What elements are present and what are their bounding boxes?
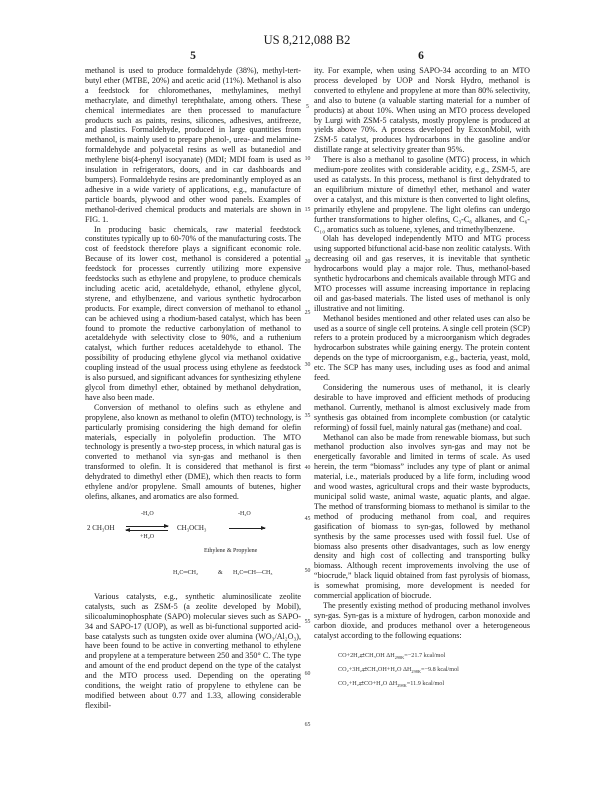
line-number: 35 [304,413,311,419]
line-number: 60 [304,670,311,677]
line-number: 45 [304,516,311,522]
line-number: 15 [304,207,311,213]
paragraph: Olah has developed independently MTO and MTG process using supported bifunctional acid-base non zeolitic catalysts. With decreasing oil and gas reserves, it is inevitable that synthetic hydrocarbons would play a major role. Thus, methanol-based synthetic hydrocarbons and chemicals available through MTG and MTO processes will assume increasing importance in replacing oil and gas-based materials. The listed uses of methanol is only illustrative and not limiting. [314,234,530,313]
equation-subscript: 298K [397,682,407,688]
line-number: 55 [304,619,311,625]
equation-1 [338,649,530,663]
paragraph: Various catalysts, e.g., synthetic aluminosilicate zeolite catalysts, such as ZSM-5 (a zeolite developed by Mobil), silicoaluminophosphate (SAPO) molecular sieves such as SAPO-34 and SAPO-17 (UOP), as well as bi-functional supported acid-base catalysts such as tungsten oxide over alumina (WO₃/Al₂O₃), have been found to be active in converting methanol to ethylene and propylene at a temperature between 250 and 350° C. The type and amount of the end product depend on the type of the catalyst and the MTO process used. Depending on the operating conditions, the weight ratio of propylene to ethylene can be modified between about 0.77 and 1.33, allowing considerable flexibil- [85,591,301,710]
left-column [85,66,301,711]
paragraph: ity. For example, when using SAPO-34 according to an MTO process developed by UOP and Norsk Hydro, methanol is converted to ethylene and propylene at more than 80% selectivity, and also to butene (a valuable starting material for a number of products) at about 10%. When using an MTO process developed by Lurgi with ZSM-5 catalysts, mostly propylene is produced at yields above 70%. A process developed by ExxonMobil, with ZSM-5 catalyst, produces hydrocarbons in the gasoline and/or distillate range at selectivity greater than 95%. [314,66,530,155]
paragraph: Conversion of methanol to olefins such as ethylene and propylene, also known as methanol to olefin (MTO) technology, is particularly promising considering the high demand for olefin materials, especially in polyolefin production. The MTO technology is presently a two-step process, in which natural gas is converted to methanol via syn-gas and methanol is then transformed to olefin. It is considered that methanol is first dehydrated to dimethyl ether (DME), which then reacts to form ethylene and/or propylene. Small amounts of butenes, higher olefins, alkanes, and aromatics are also formed. [85,402,301,501]
scheme-arrow1-top-label: -H₂O [141,510,154,517]
line-number: 65 [304,722,311,728]
line-number: 20 [304,258,311,265]
equation-body: CO₂+3H₂⇄CH₃OH+H₂O ΔH [338,665,412,673]
scheme-arrow2-top-label: -H₂O [238,510,251,517]
equation-value: =11.9 kcal/mol [406,679,445,687]
mto-reaction-scheme [85,506,301,586]
equation-subscript: 298K [394,654,405,660]
equation-subscript: 298K [411,668,421,674]
left-column-number: 5 [190,50,196,62]
scheme-reactant: 2 CH₃OH [87,523,115,532]
equation-value: =−21.7 kcal/mol [404,651,446,659]
equation-body: CO+2H₂⇄CH₃OH ΔH [338,651,395,659]
forward-arrow-icon [126,526,168,527]
ampersand: & [218,569,223,576]
ethylene-formula: H₂C═CH₂ [173,569,199,576]
equations [314,649,530,691]
line-number: 5 [306,104,309,110]
right-arrow-icon [229,528,265,529]
paragraph: There is also a methanol to gasoline (MTG) process, in which medium-pore zeolites with considerable acidity, e.g., ZSM-5, are used as catalysts. In this process, methanol is first dehydrated to an equilibrium mixture of dimethyl ether, methanol and water over a catalyst, and this mixture is then converted to light olefins, primarily ethylene and propylene. The light olefins can undergo further transformations to higher olefins, C₃-C₆ alkanes, and C₆-C₁₀ aromatics such as toluene, xylenes, and trimethylbenzene. [314,155,530,234]
patent-number-header: US 8,212,088 B2 [263,33,351,47]
scheme-arrow1-bottom-label: +H₂O [140,533,155,540]
reverse-arrow-icon [126,530,168,531]
equation-value: =−9.8 kcal/mol [420,665,459,673]
scheme-product-label: Ethylene & Propylene [204,547,258,554]
equation-body: CO₂+H₂⇄CO+H₂O ΔH [338,679,398,687]
line-number: 40 [304,464,311,471]
paragraph: The presently existing method of producing methanol involves syn-gas. Syn-gas is a mixture of hydrogen, carbon monoxide and carbon dioxide, and produces methanol over a heterogeneous catalyst according to the following equations: [314,600,530,640]
paragraph: In producing basic chemicals, raw material feedstock constitutes typically up to 60-70% of the manufacturing costs. The cost of feedstock therefore plays a significant economic role. Because of its lower cost, methanol is considered a potential feedstock for processes currently utilizing more expensive feedstocks such as ethylene and propylene, to produce chemicals including acetic acid, acetaldehyde, ethanol, ethylene glycol, styrene, and ethylbenzene, and various synthetic hydrocarbon products. For example, direct conversion of methanol to ethanol can be achieved using a rhodium-based catalyst, which has been found to promote the reductive carbonylation of methanol to acetaldehyde with selectivity close to 90%, and a ruthenium catalyst, which further reduces acetaldehyde to ethanol. The possibility of producing ethylene glycol via methanol oxidative coupling instead of the usual process using ethylene as feedstock is also pursued, and significant advances for synthesizing ethylene glycol from dimethyl ether, obtained by methanol dehydration, have also been made. [85,224,301,402]
right-column [314,66,530,691]
right-column-number: 6 [418,50,424,62]
paragraph: Methanol besides mentioned and other related uses can also be used as a source of single cell proteins. A single cell protein (SCP) refers to a protein produced by a microorganism which degrades hydrocarbon substrates while gaining energy. The protein content depends on the type of microorganism, e.g., bacteria, yeast, mold, etc. The SCP has many uses, including uses as food and animal feed. [314,313,530,383]
line-number: 50 [304,567,311,574]
line-number: 30 [304,361,311,368]
paragraph: Considering the numerous uses of methanol, it is clearly desirable to have improved and efficient methods of producing methanol. Currently, methanol is almost exclusively made from synthesis gas obtained from incomplete combustion (or catalytic reforming) of fossil fuel, mainly natural gas (methane) and coal. [314,383,530,432]
line-number: 10 [304,155,311,162]
equation-2 [338,663,530,677]
line-number: 25 [304,310,311,316]
scheme-intermediate: CH₃OCH₃ [177,523,207,532]
paragraph: Methanol can also be made from renewable biomass, but such methanol production also involves syn-gas and may not be energetically favorable and limited in terms of scale. As used herein, the term “biomass” includes any type of plant or animal material, i.e., materials produced by a life form, including wood and wood wastes, agricultural crops and their waste byproducts, municipal solid waste, animal waste, aquatic plants, and algae. The method of transforming biomass to methanol is similar to the method of producing methanol from coal, and requires gasification of biomass to syn-gas, followed by methanol synthesis by the same processes used with fossil fuel. Use of biomass also presents other disadvantages, such as low energy density and high cost of collecting and transporting bulky biomass. Although recent improvements involving the use of “biocrude,” black liquid obtained from fast pyrolysis of biomass, is somewhat promising, more development is needed for commercial application of biocrude. [314,432,530,601]
paragraph: methanol is used to produce formaldehyde (38%), methyl-tert-butyl ether (MTBE, 20%) and acetic acid (11%). Methanol is also a feedstock for chloromethanes, methylamines, methyl methacrylate, and dimethyl terephthalate, among others. These chemical intermediates are then processed to manufacture products such as paints, resins, silicones, adhesives, antifreeze, and plastics. Formaldehyde, produced in large quantities from methanol, is mainly used to prepare phenol-, urea- and melamine-formaldehyde and polyacetal resins as well as butanediol and methylene bis(4-phenyl isocyanate) (MDI; MDI foam is used as insulation in refrigerators, doors, and in car dashboards and bumpers). Formaldehyde resins are predominantly employed as an adhesive in a wide variety of applications, e.g., manufacture of particle boards, plywood and other wood panels. Examples of methanol-derived chemical products and materials are shown in FIG. 1. [85,66,301,224]
equation-3 [338,677,530,691]
propylene-formula: H₂C═CH—CH₃ [233,569,273,576]
